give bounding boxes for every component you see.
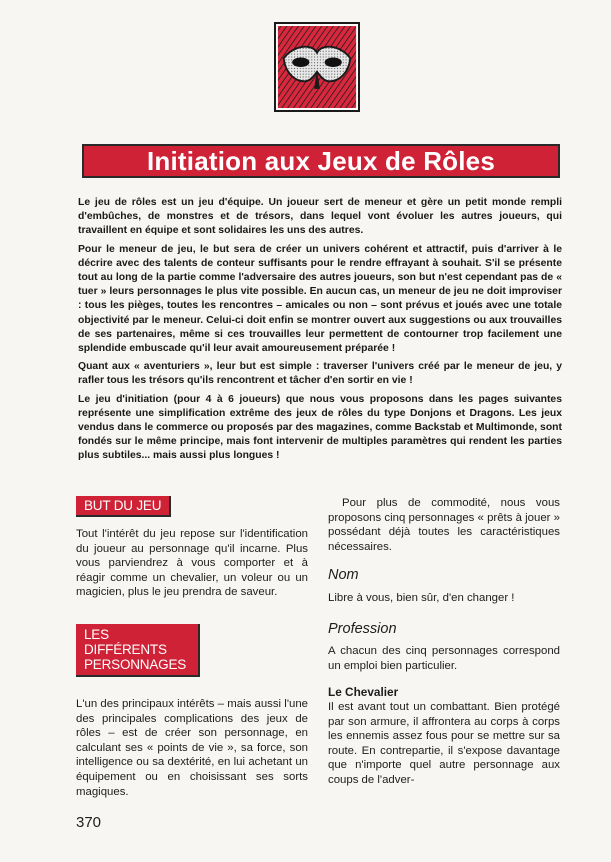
section-label-personnages: [76, 624, 200, 677]
profession-heading: Profession: [328, 620, 397, 637]
personnages-text: L'un des principaux intérêts – mais aussi l'une des principales complications des jeux de rôles – est de créer son personnage, en calculant ses « points de vie », sa force, son intelligence ou sa dextérité, en lui achetant un équipement ou en choisissant ses sorts magiques.: [76, 697, 308, 798]
intro-paragraph: Le jeu d'initiation (pour 4 à 6 joueurs) que nous vous proposons dans les pages suivantes représente une simplification extrême des jeux de rôles du type Donjons et Dragons. Les jeux vendus dans le commerce ou proposés par des magazines, comme Backstab et Multimonde, sont fondés sur le même principe, mais font intervenir de multiples paramètres qui rendent les parties plus subtiles... mais aussi plus longues !: [78, 393, 562, 462]
page-number: 370: [76, 814, 102, 831]
page-title: Initiation aux Jeux de Rôles: [146, 145, 496, 176]
intro-paragraph: Pour le meneur de jeu, le but sera de créer un univers cohérent et attractif, puis d'arriver à le décrire avec des talents de conteur suffisants pour le rendre effrayant à souhait. S'il se présente tout au long de la partie comme l'adversaire des autres joueurs, son but n'est cependant pas de « tuer » leurs personnages le plus vite possible. En aucun cas, un meneur de jeu ne doit improviser : tous les pièges, toutes les rencontres – amicales ou non – sont prévus et joués avec une totale objectivité par le meneur. Celui-ci doit enfin se montrer ouvert aux suggestions ou aux trouvailles de ses partenaires, même si ces trouvailles leur permettent de contourner trop facilement une splendide embuscade qu'il leur avait amoureusement préparée !: [78, 243, 562, 355]
mask-emblem-icon: [274, 22, 360, 112]
intro-paragraph: Le jeu de rôles est un jeu d'équipe. Un joueur sert de meneur et gère un petit monde rempli d'embûches, de monstres et de trésors, dans lequel vont évoluer les autres joueurs, qui travaillent en équipe et sont solidaires les uns des autres.: [78, 197, 562, 237]
title-banner: [82, 144, 560, 178]
mask-illustration: [276, 24, 358, 110]
intro-text: [78, 196, 562, 468]
chevalier-text: Il est avant tout un combattant. Bien protégé par son armure, il affrontera au corps à corps les ennemis assez fous pour se mettre sur sa route. En contrepartie, il s'expose davantage que n'importe quel autre personnage aux coups de l'adver-: [328, 700, 560, 786]
profession-text: A chacun des cinq personnages correspond un emploi bien particulier.: [328, 645, 560, 672]
commodite-text: Pour plus de commodité, nous vous proposons cinq personnages « prêts à jouer » possédant déjà toutes les caractéristiques nécessaires.: [328, 497, 560, 553]
right-column: [328, 496, 560, 788]
nom-text: Libre à vous, bien sûr, d'en changer !: [328, 591, 515, 604]
left-column: [76, 496, 308, 799]
chevalier-heading: Le Chevalier: [328, 685, 399, 700]
section-label-line: LES DIFFÉRENTS: [84, 626, 167, 657]
section-label-line: PERSONNAGES: [84, 656, 187, 672]
section-label-but-du-jeu: BUT DU JEU: [76, 496, 171, 517]
but-du-jeu-text: Tout l'intérêt du jeu repose sur l'identification du joueur au personnage qu'il incarne. Plus vous parviendrez à vous comporter et à réagir comme un chevalier, un voleur ou un magicien, plus le jeu prendra de saveur.: [76, 528, 308, 599]
nom-heading: Nom: [328, 567, 359, 584]
intro-paragraph: Quant aux « aventuriers », leur but est simple : traverser l'univers créé par le meneur de jeu, y rafler tous les trésors qu'ils rencontrent et tâcher d'en sortir en vie !: [78, 361, 562, 387]
